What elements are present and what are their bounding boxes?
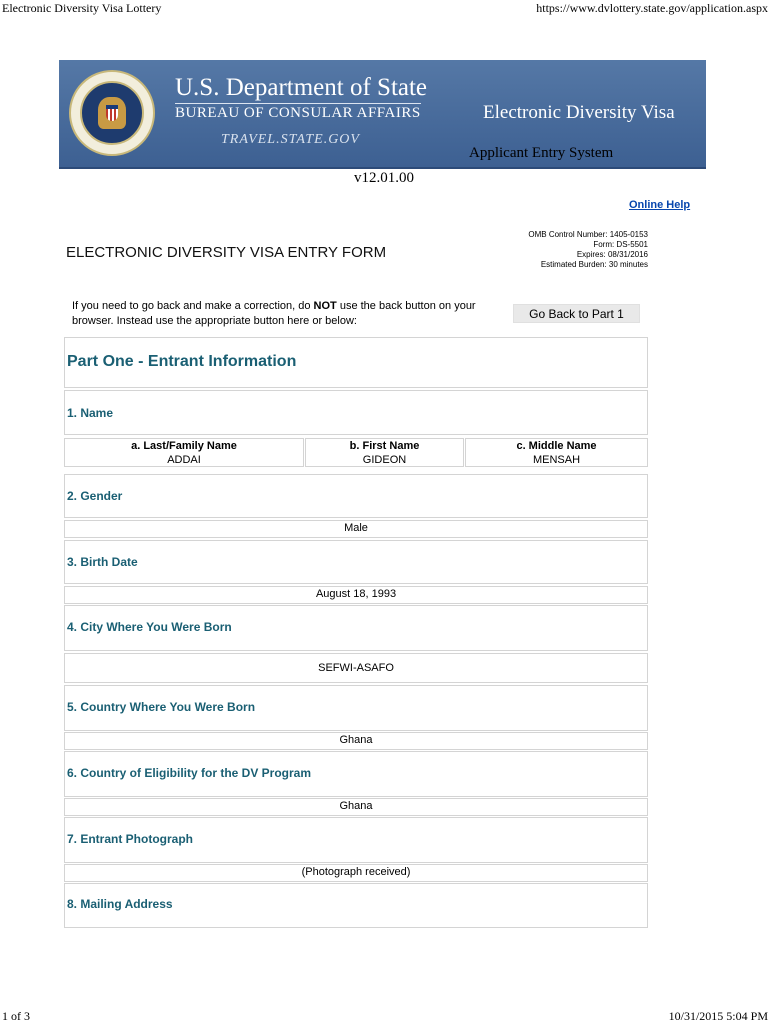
section-birth-date-header [64, 540, 648, 584]
section-birth-country-title: 5. Country Where You Were Born [67, 700, 256, 714]
section-eligibility-header [64, 751, 648, 797]
section-birth-city-header [64, 605, 648, 651]
omb-info [528, 230, 648, 270]
form-title: ELECTRONIC DIVERSITY VISA ENTRY FORM [66, 244, 387, 261]
middle-name-value: MENSAH [532, 454, 581, 466]
section-gender-header [64, 474, 648, 518]
print-header-title: Electronic Diversity Visa Lottery [2, 1, 162, 15]
version-label: v12.01.00 [354, 170, 414, 186]
section-name-header [64, 390, 648, 435]
notice-emphasis: NOT [313, 300, 337, 312]
banner-edv-title: Electronic Diversity Visa [483, 102, 675, 123]
last-name-value: ADDAI [167, 454, 201, 466]
banner-title: U.S. Department of State [175, 74, 428, 101]
go-back-part1-button[interactable]: Go Back to Part 1 [513, 304, 640, 323]
header-banner [59, 60, 706, 169]
gender-value: Male [64, 520, 648, 538]
last-name-cell [64, 438, 304, 467]
banner-travel-link[interactable]: TRAVEL.STATE.GOV [221, 132, 360, 147]
online-help-link[interactable]: Online Help [629, 199, 691, 211]
birth-date-value: August 18, 1993 [64, 586, 648, 604]
print-header [0, 1, 768, 16]
back-button-notice: If you need to go back and make a correction, do NOT use the back button on your browser. Instead use the appropriate button here or below: [72, 300, 476, 327]
section-mailing-header [64, 883, 648, 928]
eligibility-value: Ghana [64, 798, 648, 816]
omb-form-number: Form: DS-5501 [593, 240, 648, 249]
section-birth-date-title: 3. Birth Date [67, 555, 138, 569]
banner-aes-title: Applicant Entry System [469, 145, 614, 161]
first-name-cell [305, 438, 464, 467]
first-name-value: GIDEON [362, 454, 407, 466]
print-header-url: https://www.dvlottery.state.gov/application.aspx [536, 1, 768, 15]
section-photo-header [64, 817, 648, 863]
section-photo-title: 7. Entrant Photograph [67, 832, 193, 846]
omb-burden: Estimated Burden: 30 minutes [540, 260, 648, 269]
section-eligibility-title: 6. Country of Eligibility for the DV Program [67, 766, 312, 780]
omb-expires: Expires: 08/31/2016 [576, 250, 648, 259]
section-gender-title: 2. Gender [67, 489, 123, 503]
banner-subtitle: BUREAU OF CONSULAR AFFAIRS [175, 105, 421, 121]
section-birth-country-header [64, 685, 648, 731]
page-count: 1 of 3 [2, 1009, 30, 1023]
section-name-title: 1. Name [67, 406, 114, 420]
part-one-header [64, 337, 648, 388]
omb-control-number: OMB Control Number: 1405-0153 [528, 230, 648, 239]
print-timestamp: 10/31/2015 5:04 PM [668, 1009, 768, 1023]
last-name-label: a. Last/Family Name [131, 440, 237, 452]
birth-city-value: SEFWI-ASAFO [64, 653, 648, 683]
section-mailing-title: 8. Mailing Address [67, 897, 173, 911]
photo-status-value: (Photograph received) [64, 864, 648, 882]
print-footer [0, 1009, 768, 1024]
birth-country-value: Ghana [64, 732, 648, 750]
section-birth-city-title: 4. City Where You Were Born [67, 620, 232, 634]
first-name-label: b. First Name [349, 440, 420, 452]
state-department-seal-icon [69, 70, 155, 156]
middle-name-cell [465, 438, 648, 467]
part-title: Part One - Entrant Information [67, 353, 297, 370]
middle-name-label: c. Middle Name [516, 440, 597, 452]
